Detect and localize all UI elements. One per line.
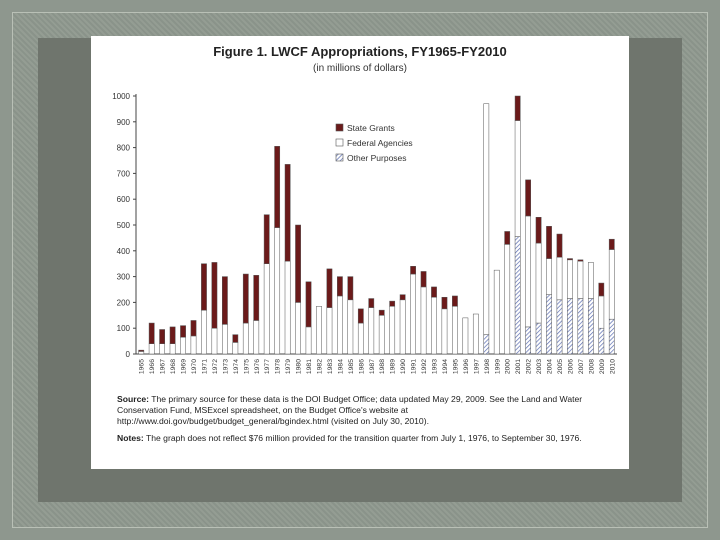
x-tick-label: 1988 (379, 359, 387, 375)
legend-swatch (336, 124, 343, 131)
x-tick-label: 1983 (326, 359, 334, 375)
bar-segment (599, 283, 604, 296)
legend-swatch (336, 154, 343, 161)
bar-segment (484, 335, 489, 354)
bar-segment (515, 237, 520, 354)
bar-segment (222, 324, 227, 354)
source-note (117, 394, 617, 427)
bar-segment (599, 328, 604, 354)
x-tick-label: 2003 (536, 359, 544, 375)
bar-segment (254, 320, 259, 354)
x-tick-label: 1982 (316, 359, 324, 375)
bar-segment (515, 96, 520, 121)
bar-segment (599, 296, 604, 328)
bar-segment (327, 308, 332, 354)
bar-segment (149, 323, 154, 344)
notes-text: The graph does not reflect $76 million provided for the transition quarter from July 1, 1976, to September 30, 1976. (145, 433, 582, 443)
x-tick-label: 1993 (431, 359, 439, 375)
bar-segment (369, 299, 374, 308)
x-tick-label: 1977 (264, 359, 272, 375)
source-label: Source: (117, 394, 149, 404)
bar-segment (201, 264, 206, 310)
bar-segment (546, 226, 551, 258)
legend-label: State Grants (347, 123, 395, 133)
bar-segment (515, 121, 520, 237)
x-tick-label: 1981 (306, 359, 314, 375)
x-tick-label: 1970 (191, 359, 199, 375)
bar-segment (149, 344, 154, 354)
legend-label: Other Purposes (347, 153, 407, 163)
y-tick-label: 100 (116, 324, 130, 334)
bar-segment (546, 295, 551, 354)
bar-segment (536, 323, 541, 354)
x-tick-label: 1979 (285, 359, 293, 375)
bar-segment (285, 164, 290, 261)
bar-segment (212, 328, 217, 354)
bar-segment (348, 277, 353, 300)
bar-segment (494, 270, 499, 354)
y-tick-label: 1000 (112, 92, 130, 101)
x-tick-label: 1985 (347, 359, 355, 375)
x-tick-label: 1990 (400, 359, 408, 375)
source-text: The primary source for these data is the DOI Budget Office; data updated May 29, 2009. See the Land and Water Conservation Fund, MSExcel spreadsheet, on the Budget Office's website at http://www.doi.gov/budget/budget_general/bgindex.html (visited on July 30, 2010). (117, 394, 583, 426)
bar-segment (170, 327, 175, 344)
bar-segment (463, 318, 468, 354)
bar-segment (379, 315, 384, 354)
bar-segment (431, 297, 436, 354)
bar-segment (306, 327, 311, 354)
bar-segment (212, 262, 217, 328)
bar-segment (400, 300, 405, 354)
y-tick-label: 700 (116, 169, 130, 179)
bar-segment (526, 180, 531, 216)
bar-segment (358, 323, 363, 354)
bar-segment (275, 228, 280, 354)
bar-segment (578, 260, 583, 261)
x-tick-label: 1984 (337, 359, 345, 375)
x-tick-label: 1992 (421, 359, 429, 375)
bar-segment (567, 299, 572, 354)
x-tick-label: 2004 (546, 359, 554, 375)
x-tick-label: 1998 (483, 359, 491, 375)
bar-segment (609, 239, 614, 249)
x-tick-label: 2000 (504, 359, 512, 375)
bar-segment (139, 351, 144, 354)
bar-segment (505, 231, 510, 244)
bar-segment (327, 269, 332, 308)
x-tick-label: 1973 (222, 359, 230, 375)
bar-segment (390, 306, 395, 354)
bar-segment (410, 274, 415, 354)
x-tick-label: 2010 (609, 359, 617, 375)
bar-segment (243, 274, 248, 323)
bar-segment (526, 327, 531, 354)
bar-segment (452, 296, 457, 306)
bar-segment (567, 260, 572, 299)
x-tick-label: 1995 (452, 359, 460, 375)
notes-label: Notes: (117, 433, 144, 443)
bar-segment (473, 314, 478, 354)
bar-segment (295, 302, 300, 354)
legend-label: Federal Agencies (347, 138, 413, 148)
x-tick-label: 1972 (211, 359, 219, 375)
x-tick-label: 2002 (525, 359, 533, 375)
bar-segment (233, 335, 238, 343)
x-tick-label: 1965 (138, 359, 146, 375)
y-tick-label: 900 (116, 117, 130, 127)
bar-segment (275, 146, 280, 227)
bar-segment (306, 282, 311, 327)
bar-segment (410, 266, 415, 274)
bar-segment (379, 310, 384, 315)
y-tick-label: 300 (116, 272, 130, 282)
bar-segment (264, 215, 269, 264)
x-tick-label: 1996 (462, 359, 470, 375)
x-tick-label: 1999 (494, 359, 502, 375)
bar-segment (337, 296, 342, 354)
bar-segment (316, 306, 321, 354)
x-tick-label: 1978 (274, 359, 282, 375)
y-tick-label: 800 (116, 143, 130, 153)
bar-segment (442, 297, 447, 309)
bar-segment (264, 264, 269, 354)
y-tick-label: 400 (116, 246, 130, 256)
bar-segment (160, 344, 165, 354)
notes-note (117, 433, 617, 444)
bar-segment (557, 257, 562, 300)
bar-segment (191, 336, 196, 354)
bar-segment (431, 287, 436, 297)
bar-segment (337, 277, 342, 296)
bar-segment (180, 326, 185, 338)
bar-segment (442, 309, 447, 354)
bar-segment (452, 306, 457, 354)
x-tick-label: 2007 (577, 359, 585, 375)
bar-segment (201, 310, 206, 354)
x-tick-label: 2008 (588, 359, 596, 375)
bar-segment (295, 225, 300, 302)
bar-chart (91, 36, 629, 376)
x-tick-label: 1989 (389, 359, 397, 375)
x-tick-label: 1971 (201, 359, 209, 375)
x-tick-label: 1997 (473, 359, 481, 375)
x-tick-label: 1991 (410, 359, 418, 375)
bar-segment (578, 261, 583, 298)
x-tick-label: 1969 (180, 359, 188, 375)
bar-segment (222, 277, 227, 325)
bar-segment (191, 320, 196, 335)
bar-segment (536, 243, 541, 323)
bar-segment (160, 329, 165, 343)
bar-segment (369, 308, 374, 354)
bar-segment (348, 300, 353, 354)
bar-segment (546, 259, 551, 295)
bar-segment (180, 337, 185, 354)
bar-segment (139, 350, 144, 351)
x-tick-label: 2005 (556, 359, 564, 375)
bar-segment (609, 250, 614, 320)
bar-segment (170, 344, 175, 354)
y-tick-label: 0 (125, 350, 130, 359)
x-tick-label: 2001 (515, 359, 523, 375)
x-tick-label: 1974 (232, 359, 240, 375)
x-tick-label: 1967 (159, 359, 167, 375)
legend-swatch (336, 139, 343, 146)
bar-segment (505, 244, 510, 354)
bar-segment (400, 295, 405, 300)
bar-segment (588, 299, 593, 354)
x-tick-label: 1987 (368, 359, 376, 375)
bar-segment (484, 104, 489, 335)
bar-segment (536, 217, 541, 243)
bar-segment (578, 299, 583, 354)
x-tick-label: 2009 (598, 359, 606, 375)
chart-subtitle: (in millions of dollars) (313, 63, 407, 74)
figure-slide (91, 36, 629, 469)
x-tick-label: 1994 (441, 359, 449, 375)
x-tick-label: 1980 (295, 359, 303, 375)
bar-segment (557, 234, 562, 257)
bar-segment (557, 300, 562, 354)
y-tick-label: 500 (116, 221, 130, 230)
bar-segment (421, 271, 426, 286)
x-tick-label: 2006 (567, 359, 575, 375)
chart-title: Figure 1. LWCF Appropriations, FY1965-FY2010 (213, 44, 507, 59)
x-tick-label: 1976 (253, 359, 261, 375)
bar-segment (285, 261, 290, 354)
bar-segment (609, 319, 614, 354)
y-tick-label: 200 (116, 298, 130, 308)
bar-segment (233, 342, 238, 354)
bar-segment (588, 262, 593, 298)
notes-block (117, 394, 617, 450)
x-tick-label: 1986 (358, 359, 366, 375)
x-tick-label: 1966 (149, 359, 157, 375)
x-tick-label: 1968 (170, 359, 178, 375)
bar-segment (243, 323, 248, 354)
bar-segment (390, 301, 395, 306)
x-tick-label: 1975 (243, 359, 251, 375)
bar-segment (358, 309, 363, 323)
bar-segment (567, 259, 572, 260)
bar-segment (254, 275, 259, 320)
bar-segment (421, 287, 426, 354)
bar-segment (526, 216, 531, 327)
y-tick-label: 600 (116, 195, 130, 205)
